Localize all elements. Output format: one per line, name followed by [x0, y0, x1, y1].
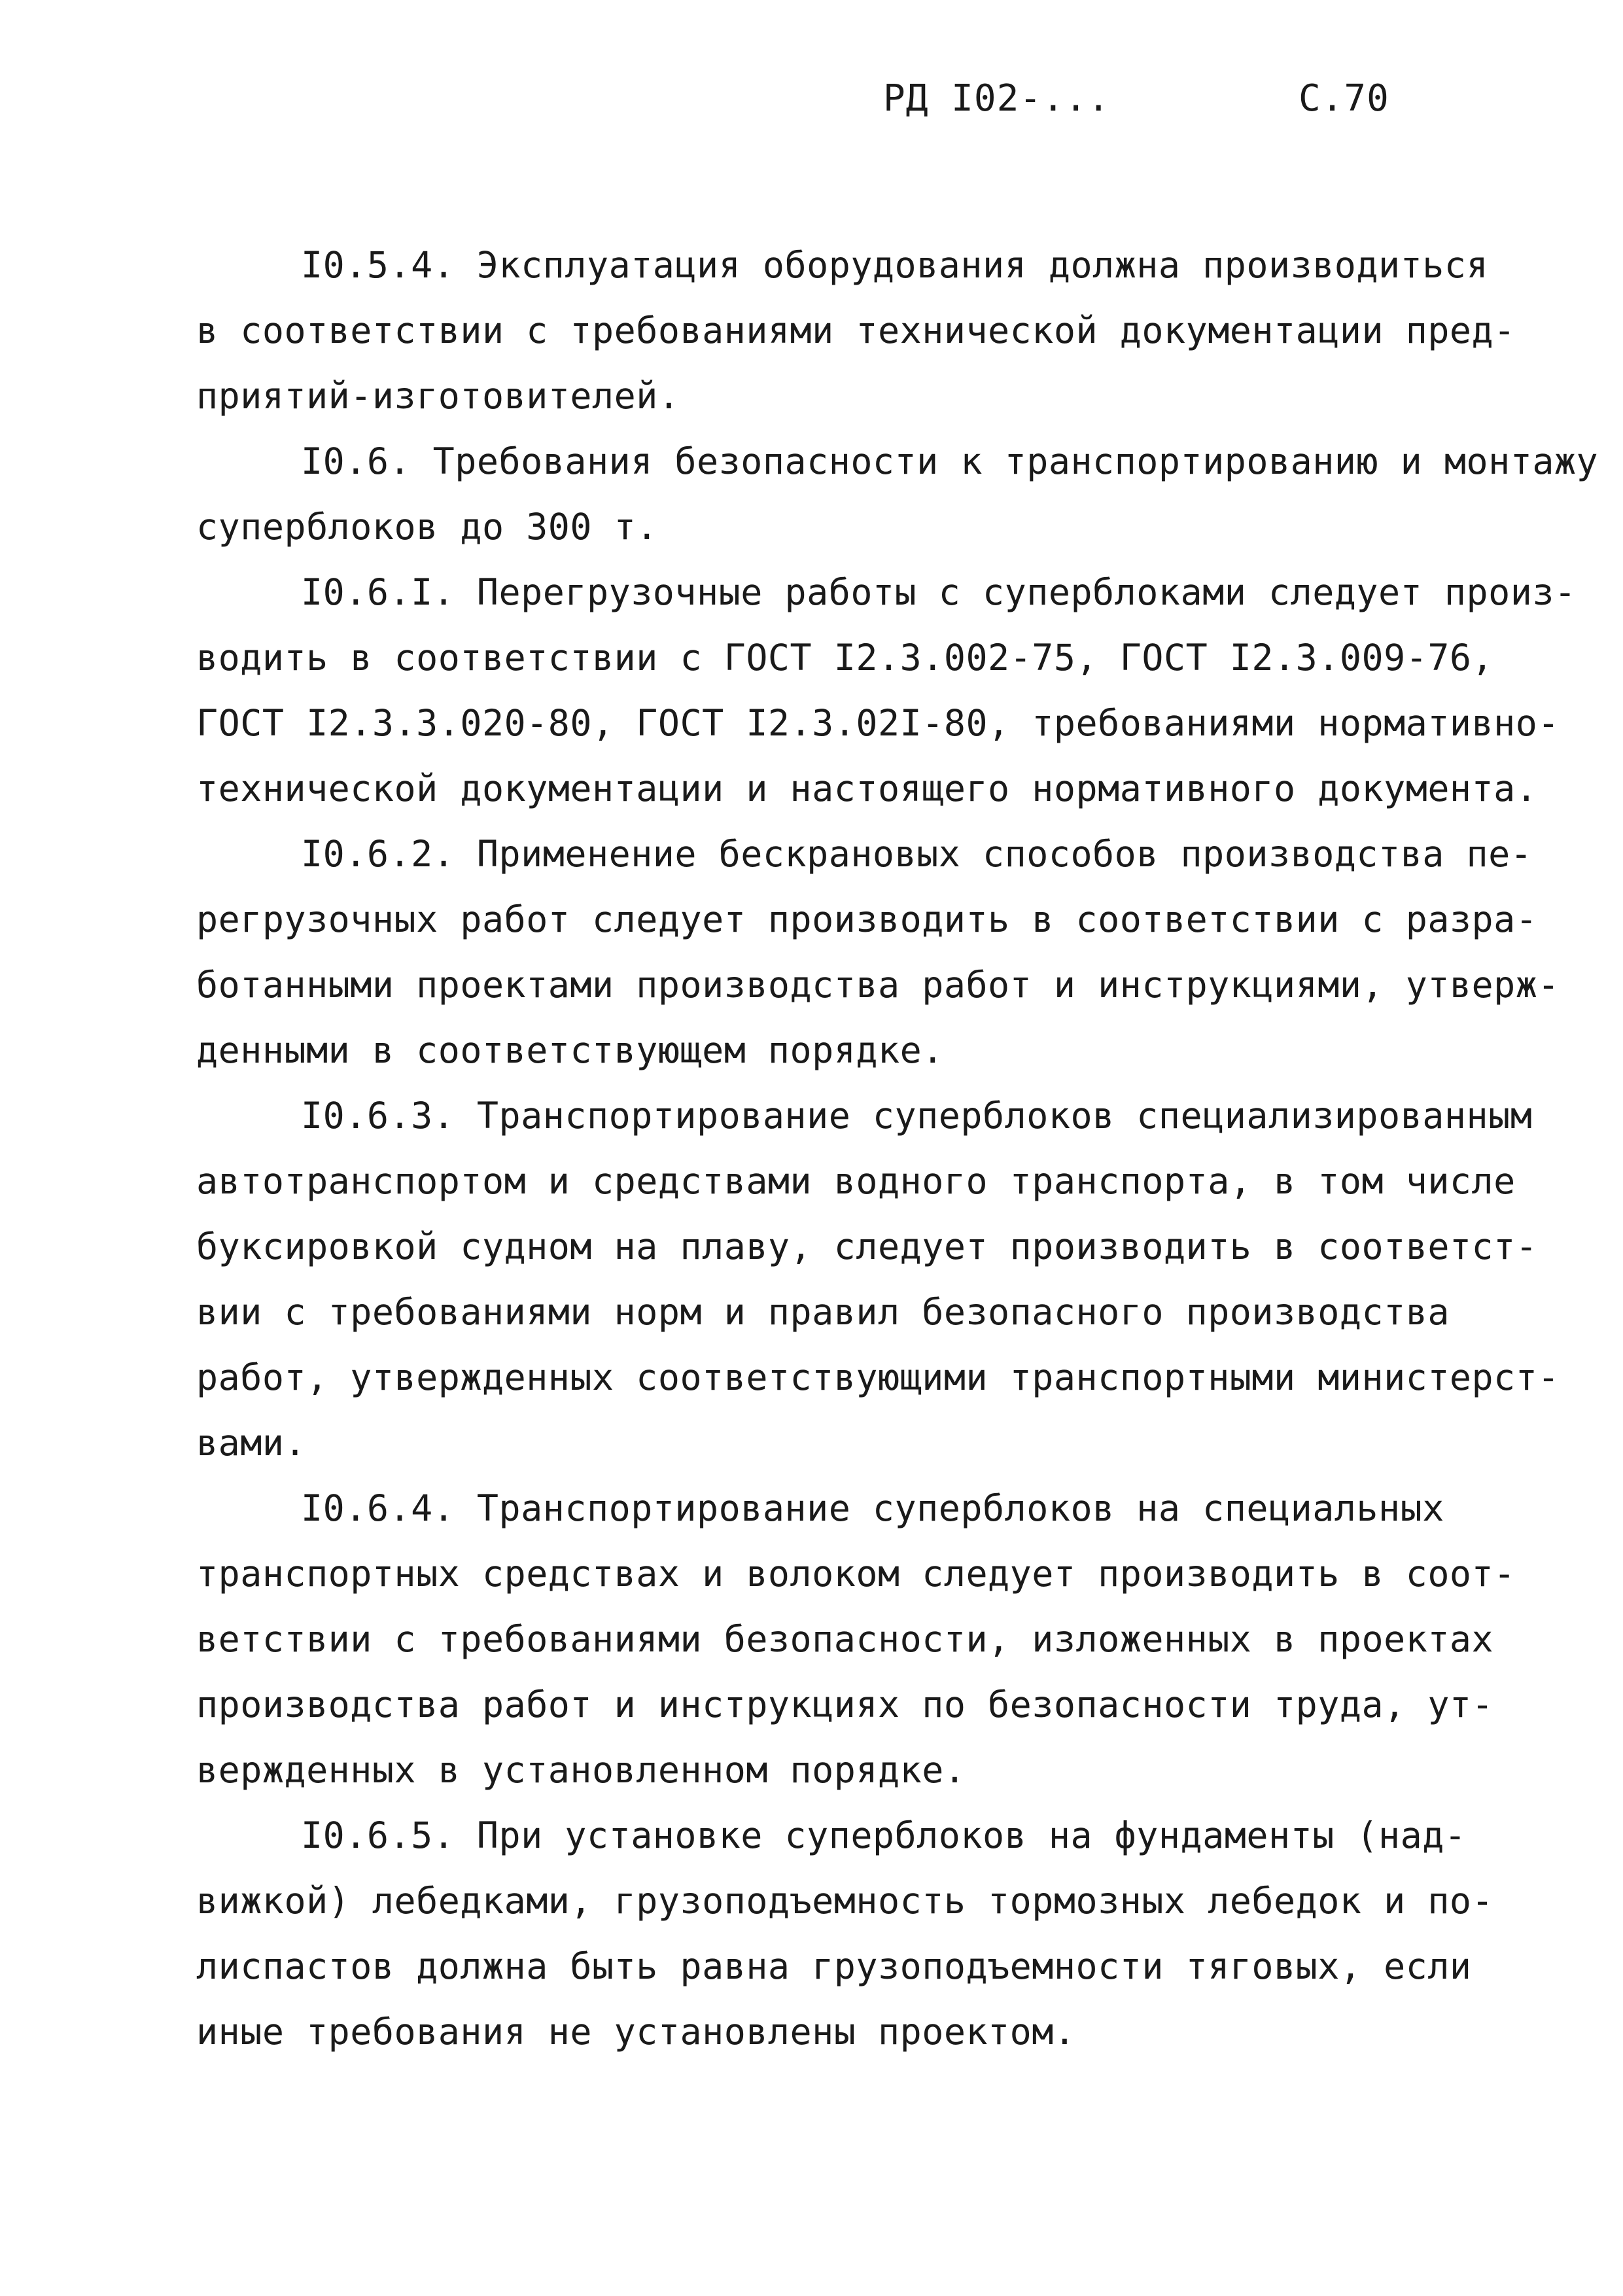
section-heading: I0.6. Требования безопасности к транспортированию и монтажу [301, 440, 1599, 482]
text-line: буксировкой судном на плаву, следует производить в соответст- [196, 1226, 1538, 1267]
text-line: суперблоков до 300 т. [196, 506, 658, 548]
page-header [883, 77, 1446, 130]
text-line: I0.6.5. При установке суперблоков на фундаменты (над- [301, 1814, 1467, 1856]
text-line: производства работ и инструкциях по безопасности труда, ут- [196, 1684, 1494, 1725]
text-line: вержденных в установленном порядке. [196, 1749, 966, 1791]
page-number: С.70 [1299, 77, 1389, 120]
text-line: автотранспортом и средствами водного транспорта, в том числе [196, 1160, 1516, 1202]
text-line: работ, утвержденных соответствующими транспортными министерст- [196, 1356, 1560, 1398]
text-line: вами. [196, 1422, 307, 1464]
text-line: I0.5.4. Эксплуатация оборудования должна производиться [301, 244, 1489, 286]
text-line: приятий-изготовителей. [196, 375, 680, 417]
text-line: лиспастов должна быть равна грузоподъемности тяговых, если [196, 1945, 1472, 1987]
text-line: технической документации и настоящего нормативного документа. [196, 768, 1538, 809]
text-line: транспортных средствах и волоком следует производить в соот- [196, 1553, 1516, 1595]
text-line: вии с требованиями норм и правил безопасного производства [196, 1291, 1450, 1333]
text-line: в соответствии с требованиями технической документации пред- [196, 309, 1516, 351]
text-line: I0.6.4. Транспортирование суперблоков на специальных [301, 1487, 1444, 1529]
text-line: ботанными проектами производства работ и инструкциями, утверж- [196, 964, 1560, 1006]
text-line: ветствии с требованиями безопасности, изложенных в проектах [196, 1618, 1494, 1660]
document-body [196, 232, 1599, 2064]
text-line: иные требования не установлены проектом. [196, 2011, 1076, 2053]
text-line: I0.6.I. Перегрузочные работы с суперблоками следует произ- [301, 571, 1577, 613]
text-line: водить в соответствии с ГОСТ I2.3.002-75, ГОСТ I2.3.009-76, [196, 637, 1494, 679]
text-line: I0.6.2. Применение бескрановых способов производства пе- [301, 833, 1533, 875]
text-line: регрузочных работ следует производить в соответствии с разра- [196, 898, 1538, 940]
text-line: I0.6.3. Транспортирование суперблоков специализированным [301, 1095, 1533, 1137]
document-code: РД I02-... [883, 77, 1111, 120]
text-line: денными в соответствующем порядке. [196, 1029, 944, 1071]
text-line: вижкой) лебедками, грузоподъемность тормозных лебедок и по- [196, 1880, 1494, 1922]
text-line: ГОСТ I2.3.3.020-80, ГОСТ I2.3.02I-80, требованиями нормативно- [196, 702, 1560, 744]
